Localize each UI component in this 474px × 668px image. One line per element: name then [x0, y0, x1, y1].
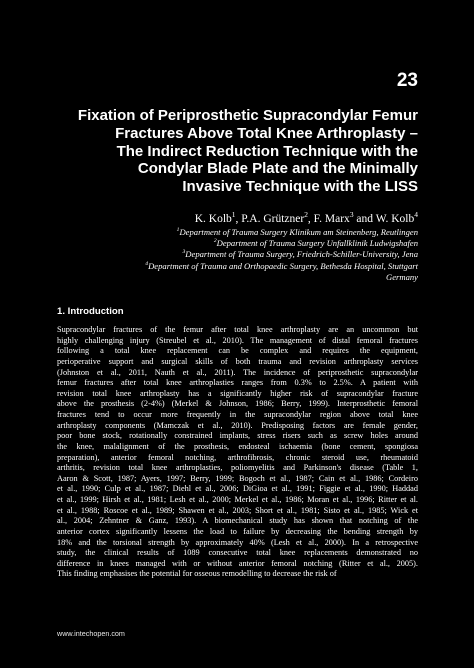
affiliation — [38, 261, 418, 272]
affiliation-text: Department of Trauma Surgery Unfallklinik Ludwigshafen — [216, 238, 418, 249]
section-heading: 1. Introduction — [57, 306, 124, 317]
body-line: highly challenging injury (Streubel et al., 2010). The management of distal femoral fractures — [57, 335, 418, 345]
body-line: anterior cortex significantly lessens the load to failure by decreasing the bending strength by — [57, 526, 418, 536]
author-block — [38, 212, 418, 283]
author-affiliation-marker: 3 — [349, 210, 354, 220]
body-line: et al., 1988; Roscoe et al., 1989; Shawen et al., 2003; Short et al., 1981; Sisto et al., 1985; Wick et — [57, 505, 418, 515]
body-line: arthritis, revision total knee arthroplasties, poliomyelitis and Parkinson's disease (Table 1, — [57, 463, 418, 473]
body-line: fractures tend to occur more frequently in the supracondylar region above total knee — [57, 410, 418, 419]
affiliation-text: Department of Trauma Surgery Klinikum am Steinenberg, Reutlingen — [179, 227, 418, 237]
body-line: Aaron & Scott, 1987; Ayers, 1997; Berry, 1999; Bogoch et al., 1987; Cain et al., 1986; Cordeiro — [57, 473, 418, 483]
chapter-title — [58, 107, 418, 196]
footer-url: www.intechopen.com — [57, 629, 125, 638]
affiliation — [38, 249, 418, 260]
affiliation — [38, 227, 418, 238]
title-line: The Indirect Reduction Technique with the — [116, 142, 418, 160]
body-line: et al., 1999; Hirsh et al., 1981; Lesh et al., 2000; Merkel et al., 1986; Moran et al., 1996; Ritter et al. — [57, 495, 418, 504]
affiliation-marker: 4 — [145, 260, 149, 267]
body-line: al., 2004; Zehntner & Ganz, 1993). A biomechanical study has shown that notching of the — [57, 516, 418, 526]
author-affiliation-marker: 2 — [304, 210, 308, 220]
author-name: K. Kolb — [194, 213, 232, 225]
body-line: above the prosthesis (2-4%) (Merkel & Johnson, 1986; Berry, 1999). Interprosthetic femoral — [57, 399, 418, 409]
body-line: poor bone stock, rotationally constrained implants, stress risers such as screw holes around — [57, 431, 418, 441]
body-line: 18% and the torsional strength by approximately 40% (Lesh et al., 2000). In a retrospective — [57, 537, 418, 547]
title-line: Fixation of Periprosthetic Supracondylar Femur — [77, 107, 418, 124]
author-name: F. Marx — [313, 213, 350, 225]
body-line: perioperative support and surgical skills of both trauma and revision arthroplasty services — [57, 356, 418, 366]
body-line: study, the clinical results of 1089 consecutive total knee replacements demonstrated no — [57, 548, 418, 558]
author-affiliation-marker: 1 — [231, 210, 236, 220]
affiliation-marker: 2 — [213, 238, 217, 245]
author-name: P.A. Grützner — [241, 213, 305, 225]
body-line: et al., 1990; Culp et al., 1987; Diehl et al., 2006; DiGioa et al., 1991; Figgie et al., 1990; Haddad — [57, 484, 418, 494]
affiliation-text: Department of Trauma and Orthopaedic Surgery, Bethesda Hospital, Stuttgart — [148, 260, 418, 271]
affiliation-marker: 1 — [176, 227, 180, 234]
author-separator: , — [307, 213, 314, 225]
author-list — [38, 212, 418, 227]
body-line: This finding emphasises the potential for osseous remodelling to decrease the risk of — [57, 569, 337, 579]
affiliation-marker: 3 — [182, 249, 186, 256]
affiliation-text: Germany — [386, 271, 418, 282]
affiliation-text: Department of Trauma Surgery, Friedrich-Schiller-University, Jena — [185, 249, 418, 260]
affiliation — [38, 238, 418, 249]
chapter-number: 23 — [396, 70, 418, 91]
body-line: Supracondylar fractures of the femur after total knee arthroplasty are an uncommon but — [57, 325, 418, 334]
title-line: Invasive Technique with the LISS — [182, 178, 418, 196]
body-line: femur fractures after total knee arthroplasties ranges from 0.3% to 2.5%. A patient with — [57, 378, 418, 388]
affiliation-continuation — [38, 272, 418, 283]
body-paragraph — [57, 325, 418, 580]
title-line: Condylar Blade Plate and the Minimally — [137, 160, 418, 178]
author-separator: and — [353, 213, 376, 225]
body-line: arthroplasty components (Mamczak et al., 2010). Predisposing factors are female gender, — [57, 420, 418, 430]
body-line: revision total knee arthroplasty has a significantly higher risk of supracondylar fracture — [57, 388, 418, 398]
body-line: (Johnston et al., 2011, Nauth et al., 2011). The incidence of periprosthetic supracondylar — [57, 367, 418, 377]
body-line: difference in knees managed with or without anterior femoral notching (Ritter et al., 2005). — [57, 558, 418, 568]
author-affiliation-marker: 4 — [414, 210, 418, 220]
body-line: preparation), anterior femoral notching, arthrofibrosis, chronic steroid use, rheumatoid — [57, 452, 418, 462]
body-line: the knee, malalignment of the prosthesis, endosteal ischaemia (bone cement, spongiosa — [57, 441, 418, 451]
author-separator: , — [235, 213, 242, 225]
title-line: Fractures Above Total Knee Arthroplasty – — [115, 124, 418, 142]
body-line: following a total knee replacement can be complex and requires the equipment, — [57, 346, 418, 356]
author-name: W. Kolb — [375, 213, 415, 225]
